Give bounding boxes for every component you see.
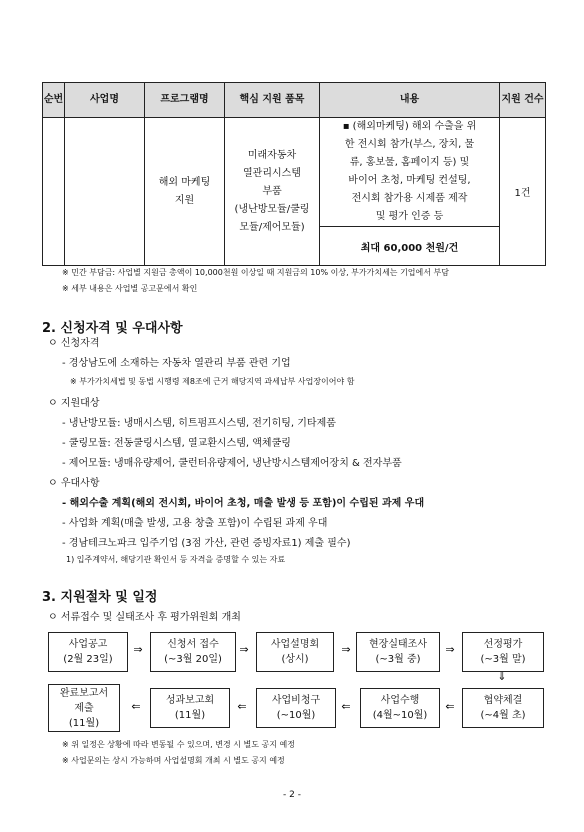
step-expense-claim: 사업비청구 (~10월) [256, 688, 336, 728]
arrow-right-icon: ⇒ [239, 643, 249, 656]
step-execution: 사업수행 (4월~10월) [360, 688, 440, 728]
table-header-row [43, 83, 546, 118]
step-briefing: 사업설명회 (상시) [256, 632, 334, 672]
program-table [42, 82, 546, 266]
qualification-item: - 경상남도에 소재하는 자동차 열관리 부품 관련 기업 [62, 358, 291, 369]
arrow-right-icon: ⇒ [133, 643, 143, 656]
step-performance-report: 성과보고회 (11월) [150, 688, 230, 728]
step-application: 신청서 접수 (~3월 20일) [150, 632, 236, 672]
qualification-note: ※ 부가가치세법 및 동법 시행령 제8조에 근거 해당지역 과세납부 사업장이어야 함 [70, 377, 355, 386]
header-count: 지원 건수 [500, 83, 546, 118]
page-number: - 2 - [283, 790, 301, 800]
step-selection: 선정평가 (~3월 말) [462, 632, 544, 672]
header-seq: 순번 [43, 83, 65, 118]
header-business: 사업명 [65, 83, 145, 118]
schedule-note: ※ 사업문의는 상시 가능하며 사업설명회 개최 시 별도 공지 예정 [62, 756, 285, 765]
qualification-heading: ㅇ 신청자격 [48, 338, 100, 349]
arrow-right-icon: ⇒ [341, 643, 351, 656]
step-site-survey: 현장실태조사 (~3월 중) [356, 632, 440, 672]
table-row [43, 118, 546, 227]
preference-heading: ㅇ 우대사항 [48, 478, 100, 489]
target-item: - 쿨링모듈: 전동쿨링시스템, 열교환시스템, 액체쿨링 [62, 438, 291, 449]
header-program: 프로그램명 [145, 83, 225, 118]
schedule-note: ※ 위 일정은 상황에 따라 변동될 수 있으며, 변경 시 별도 공지 예정 [62, 740, 295, 749]
arrow-right-icon: ⇒ [445, 643, 455, 656]
cell-seq [43, 118, 65, 266]
arrow-left-icon: ⇐ [341, 700, 351, 713]
footnote: 1) 입주계약서, 해당기관 확인서 등 자격을 증명할 수 있는 자료 [66, 555, 286, 564]
section-2-title: 2. 신청자격 및 우대사항 [42, 321, 183, 336]
arrow-left-icon: ⇐ [237, 700, 247, 713]
preference-item: - 사업화 계획(매출 발생, 고용 창출 포함)이 수립된 과제 우대 [62, 518, 328, 529]
arrow-left-icon: ⇐ [131, 700, 141, 713]
target-heading: ㅇ 지원대상 [48, 398, 100, 409]
target-item: - 제어모듈: 냉매유량제어, 쿨런터유량제어, 냉난방시스템제어장치 & 전자부품 [62, 458, 402, 469]
target-item: - 냉난방모듈: 냉매시스템, 히트펌프시스템, 전기히팅, 기타제품 [62, 418, 336, 429]
schedule-note-list [62, 737, 295, 769]
cell-business [65, 118, 145, 266]
arrow-left-icon: ⇐ [445, 700, 455, 713]
cell-items: 미래자동차 열관리시스템 부품 (냉난방모듈/쿨링 모듈/제어모듈) [225, 118, 320, 266]
header-items: 핵심 지원 품목 [225, 83, 320, 118]
step-agreement: 협약체결 (~4월 초) [462, 688, 544, 728]
header-content: 내용 [320, 83, 500, 118]
preference-item: - 경남테크노파크 입주기업 (3점 가산, 관련 증빙자료1) 제출 필수) [62, 538, 351, 549]
cell-program: 해외 마케팅 지원 [145, 118, 225, 266]
cell-amount: 최대 60,000 천원/건 [320, 227, 500, 266]
preference-item-export: - 해외수출 계획(해외 전시회, 바이어 초청, 매출 발생 등 포함)이 수립된 과제 우대 [62, 498, 425, 509]
cell-count: 1건 [500, 118, 546, 266]
arrow-down-icon: ⇓ [497, 670, 507, 683]
note-list [62, 265, 562, 297]
step-announcement: 사업공고 (2월 23일) [48, 632, 128, 672]
section-3-title: 3. 지원절차 및 일정 [42, 590, 158, 605]
note-burden: ※ 민간 부담금: 사업별 지원금 총액이 10,000천원 이상일 때 지원금의 10% 이상, 부가가치세는 기업에서 부담 [62, 268, 449, 277]
note-detail: ※ 세부 내용은 사업별 공고문에서 확인 [62, 284, 198, 293]
step-final-report: 완료보고서 제출 (11월) [48, 684, 120, 732]
cell-content: ▪ (해외마케팅) 해외 수출을 위 한 전시회 참가(부스, 장치, 물 류, 홍보물, 홈페이지 등) 및 바이어 초청, 마케팅 컨설팅, 전시회 참가용 시제품 제작 및 평가 인증 등 [320, 118, 500, 227]
process-intro: ㅇ 서류접수 및 실태조사 후 평가위원회 개최 [48, 612, 241, 623]
